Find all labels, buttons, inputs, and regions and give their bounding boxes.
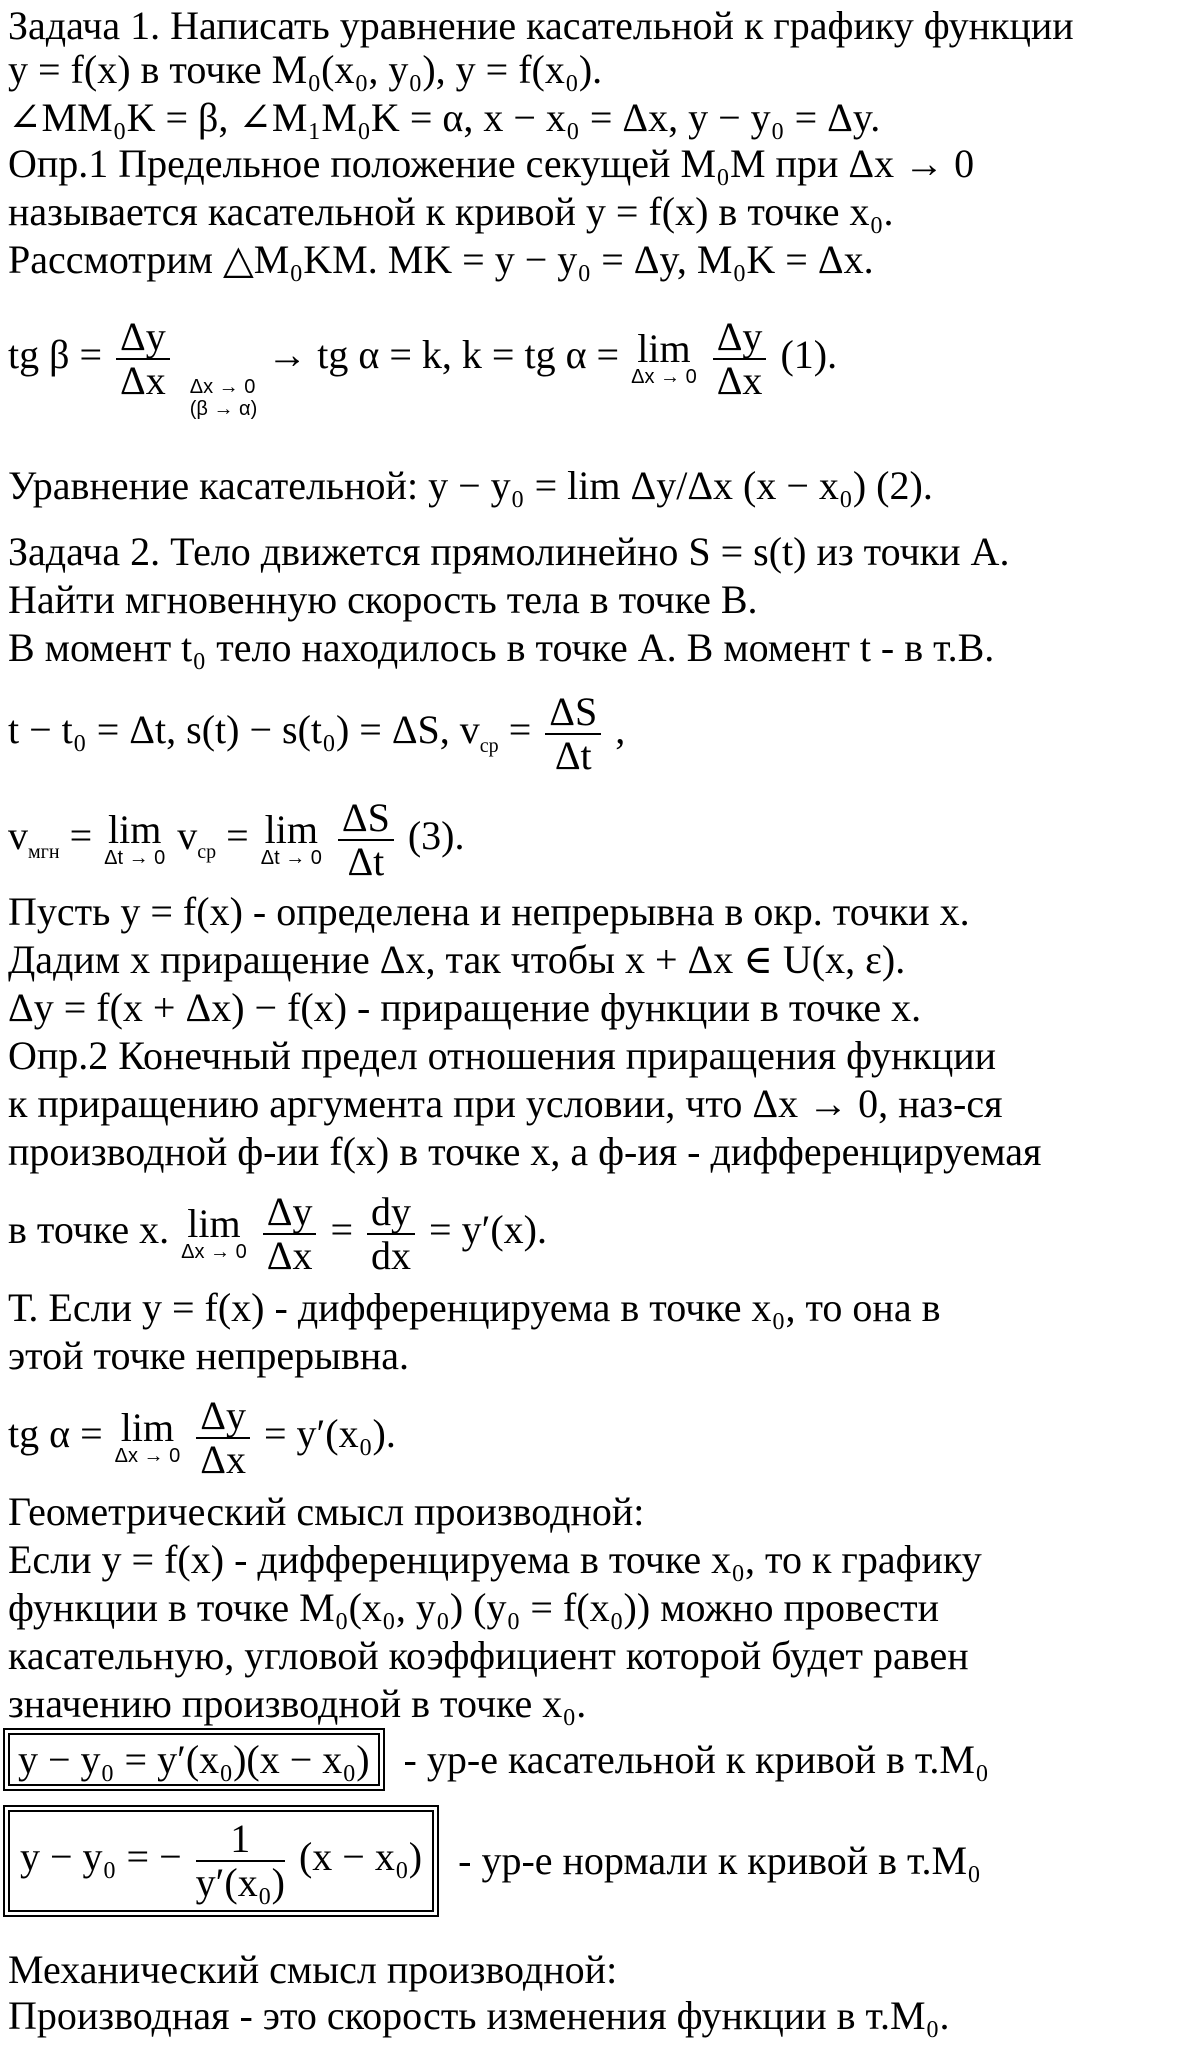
formula-text: - ур-е касательной к кривой в т.M₀ [403,1737,989,1782]
fraction-numerator: Δy [713,316,767,360]
text-line: называется касательной к кривой y = f(x) в точке x₀. [8,189,894,234]
limit-subscript: Δx → 0 [181,1240,247,1263]
formula-text: = [508,707,532,752]
formula-text: tg β = [8,332,103,377]
subscript: ср [197,841,217,863]
text-line: Найти мгновенную скорость тела в точке B. [8,577,758,622]
limit-subscript: Δt → 0 [104,846,166,869]
formula-text: tg α = [8,1411,103,1456]
fraction [116,313,170,403]
formula-text: y − y₀ = − [20,1834,182,1880]
fraction [196,1818,285,1904]
formula-text: = [226,813,249,858]
derivative-definition-formula [8,1180,547,1280]
fraction-numerator: Δy [263,1191,317,1235]
equation-number: (1). [780,332,838,377]
text-line: Производная - это скорость изменения функции в т.M₀. [8,1993,950,2038]
formula-text: - ур-е нормали к кривой в т.M₀ [458,1838,981,1883]
formula-text: t − t₀ = Δt, s(t) − s(t₀) = ΔS, v [8,707,480,752]
fraction-denominator: y′(x₀) [195,1860,285,1905]
fraction [367,1188,415,1278]
text-line: Опр.2 Конечный предел отношения приращения функции [8,1033,997,1078]
fraction-numerator: ΔS [338,797,394,841]
text-line: значению производной в точке x₀. [8,1681,587,1726]
limit [104,806,166,869]
formula-text: = [330,1207,354,1252]
limit-subscript: Δt → 0 [260,846,322,869]
average-velocity-formula [8,680,625,796]
formula-text: (x − x₀) [298,1834,423,1880]
equation-number: (3). [407,813,465,858]
text-line: производной ф-ии f(x) в точке x, а ф-ия - дифференцируемая [8,1129,1042,1174]
subscript: мгн [28,841,60,863]
text-line: Если y = f(x) - дифференцируема в точке x₀, то к графику [8,1537,982,1582]
fraction-denominator: Δx [266,1232,313,1278]
subscript: ср [479,735,499,757]
text-line: к приращению аргумента при условии, что Δx → 0, наз-ся [8,1081,1003,1126]
fraction [263,1188,317,1278]
formula-text: v [8,813,28,858]
text-line: В момент t₀ тело находилось в точке A. В момент t - в т.B. [8,625,995,670]
limit-condition-line: Δx → 0 [189,376,256,398]
fraction-numerator: Δy [196,1395,250,1439]
limit [181,1200,247,1263]
tangent-angle-formula [8,1384,396,1484]
text-line: y = f(x) в точке M₀(x₀, y₀), y = f(x₀). [8,47,603,92]
fraction [196,1392,250,1482]
fraction-denominator: Δx [200,1436,246,1482]
text-line: Уравнение касательной: y − y₀ = lim Δy/Δx (x − x₀) (2). [8,463,933,508]
text-line: Т. Если y = f(x) - дифференцируема в точке x₀, то она в [8,1285,941,1330]
limit-word: lim [637,325,691,371]
instant-velocity-formula [8,786,465,902]
normal-equation-box [8,1810,434,1912]
text-line: Рассмотрим △M₀KM. MK = y − y₀ = Δy, M₀K = Δx. [8,237,874,282]
fraction-denominator: Δx [716,357,763,403]
formula-text: , [615,707,626,752]
fraction-denominator: Δx [120,357,166,403]
fraction [545,688,601,778]
fraction [338,794,394,884]
text-line: функции в точке M₀(x₀, y₀) (y₀ = f(x₀)) можно провести [8,1585,939,1630]
formula-text: в точке x. [8,1207,170,1252]
text-line: Механический смысл производной: [8,1947,618,1992]
text-line: Задача 1. Написать уравнение касательной к графику функции [8,3,1074,48]
normal-equation-line [8,1810,981,1912]
limit-word: lim [187,1200,241,1246]
text-line: Пусть y = f(x) - определена и непрерывна в окр. точки x. [8,889,970,934]
fraction-numerator: dy [367,1191,415,1235]
tangent-slope-formula [8,290,837,420]
formula-text: → tg α = k, k = tg α = [267,332,620,377]
text-line: касательную, угловой коэффициент которой будет равен [8,1633,969,1678]
text-line: Дадим x приращение Δx, так чтобы x + Δx ∈ U(x, ε). [8,937,906,982]
text-line: Задача 2. Тело движется прямолинейно S = s(t) из точки A. [8,529,1010,574]
limit-word: lim [108,806,162,852]
text-line: Геометрический смысл производной: [8,1489,645,1534]
limit-word: lim [264,806,318,852]
text-line: Опр.1 Предельное положение секущей M₀M при Δx → 0 [8,141,975,186]
text-line: ∠MM₀K = β, ∠M₁M₀K = α, x − x₀ = Δx, y − y₀ = Δy. [8,95,881,140]
limit [114,1404,181,1467]
formula-text: = y′(x₀). [263,1411,396,1456]
limit-condition-line: (β → α) [189,398,258,420]
text-line: этой точке непрерывна. [8,1333,409,1378]
fraction-denominator: dx [371,1232,412,1278]
fraction-numerator: Δy [116,316,170,360]
limit-word: lim [120,1404,175,1450]
fraction-denominator: Δt [554,732,592,778]
formula-text: = y′(x). [429,1207,547,1252]
tangent-equation-box: y − y₀ = y′(x₀)(x − x₀) [8,1733,380,1786]
fraction-denominator: Δt [347,838,385,884]
limit-subscript: Δx → 0 [631,365,697,388]
fraction-numerator: 1 [196,1818,285,1862]
formula-text: = [69,813,93,858]
limit [260,806,322,869]
fraction-numerator: ΔS [545,691,601,735]
limit-condition [190,376,258,420]
limit-subscript: Δx → 0 [114,1444,181,1467]
fraction [713,313,767,403]
tangent-equation-line [8,1738,989,1782]
text-line: Δy = f(x + Δx) − f(x) - приращение функции в точке x. [8,985,922,1030]
limit [631,325,697,388]
formula-text: v [177,813,198,858]
